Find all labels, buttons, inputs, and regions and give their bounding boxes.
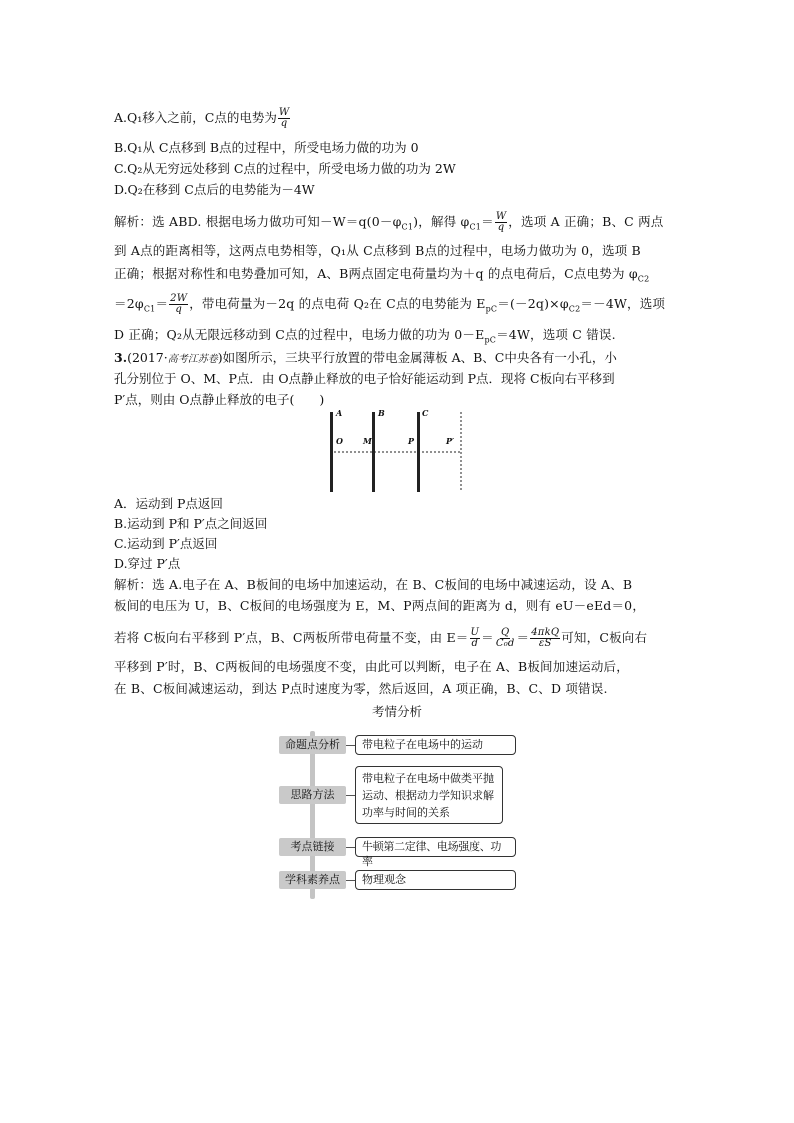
analysis-label-1: 命题点分析 bbox=[279, 736, 346, 754]
connector bbox=[346, 880, 355, 881]
solution-line-2: 到 A点的距离相等，这两点电势相等，Q₁从 C点移到 B点的过程中，电场力做功为 0，选项 B bbox=[114, 243, 641, 258]
label-c: C bbox=[422, 408, 429, 418]
option-d: D.Q₂在移到 C点后的电势能为－4W bbox=[114, 182, 315, 197]
solution-line-3: 正确；根据对称性和电势叠加可知，A、B两点固定电荷量均为＋q 的点电荷后，C点电势为 $\varphi_{C2}$ bbox=[114, 266, 650, 284]
connector bbox=[346, 745, 355, 746]
label-p-prime: P′ bbox=[446, 436, 455, 446]
option-a: A.Q₁移入之前，C点的电势为 $\frac{W}{q}$ bbox=[114, 107, 290, 129]
q3-solution-line-1: 解析：选 A.电子在 A、B板间的电场中加速运动，在 B、C板间的电场中减速运动，设 A、B bbox=[114, 577, 633, 592]
question-3-line-1: 3.(2017·高考江苏卷)如图所示，三块平行放置的带电金属薄板 A、B、C中央各有一小孔，小 bbox=[114, 350, 617, 365]
q3-solution-line-4: 平移到 P′时，B、C两板间的电场强度不变，由此可以判断，电子在 A、B板间加速运动后， bbox=[114, 659, 629, 674]
label-p: P bbox=[408, 436, 415, 446]
option-c: C.Q₂从无穷远处移到 C点的过程中，所受电场力做的功为 2W bbox=[114, 161, 456, 176]
analysis-label-2: 思路方法 bbox=[279, 786, 346, 804]
connector bbox=[346, 795, 355, 796]
label-m: M bbox=[363, 436, 372, 446]
analysis-label-4: 学科素养点 bbox=[279, 871, 346, 889]
analysis-content-1: 带电粒子在电场中的运动 bbox=[355, 735, 516, 755]
q3-solution-line-3: 若将 C板向右平移到 P′点，B、C两板所带电荷量不变，由 E＝ $\frac{U}{d}$ ＝ $\frac{Q}{\text{C₀d}}$ ＝ $\frac{\text{4πkQ}}{\varepsilon S}$ 可知，C板向右 bbox=[114, 627, 648, 649]
analysis-label-3: 考点链接 bbox=[279, 838, 346, 856]
label-b: B bbox=[378, 408, 385, 418]
label-o: O bbox=[336, 436, 343, 446]
q3-solution-line-2: 板间的电压为 U，B、C板间的电场强度为 E，M、P两点间的距离为 d，则有 eU－eEd＝0， bbox=[114, 598, 646, 613]
analysis-title: 考情分析 bbox=[371, 704, 422, 719]
q3-solution-line-5: 在 B、C板间减速运动，到达 P点时速度为零，然后返回，A 项正确，B、C、D 项错误. bbox=[114, 681, 608, 696]
analysis-content-2: 带电粒子在电场中做类平抛运动、根据动力学知识求解功率与时间的关系 bbox=[355, 766, 503, 824]
plates-diagram bbox=[320, 404, 480, 496]
q3-option-a: A．运动到 P点返回 bbox=[114, 496, 223, 511]
solution-line-1: 解析：选 ABD. 根据电场力做功可知$-W=q(0-\varphi_{C1})$，解得 $\varphi_{C1}=$ $\frac{W}{q}$ ，选项 A 正确；B、C 两点 bbox=[114, 211, 664, 233]
label-a: A bbox=[336, 408, 343, 418]
solution-line-4: $=2\varphi_{C1}=$ $\frac{2W}{q}$ ，带电荷量为－2q 的点电荷 Q₂在 C点的电势能为 $E_{pC}=(-2q)\times\varphi_{C2}=-4W$，选项 bbox=[114, 293, 666, 315]
connector bbox=[346, 847, 355, 848]
q3-option-c: C.运动到 P′点返回 bbox=[114, 536, 218, 551]
question-3-line-2: 孔分别位于 O、M、P点．由 O点静止释放的电子恰好能运动到 P点．现将 C板向右平移到 bbox=[114, 371, 615, 386]
analysis-content-3: 牛顿第二定律、电场强度、功率 bbox=[355, 837, 516, 857]
analysis-content-4: 物理观念 bbox=[355, 870, 516, 890]
question-3-line-3: P′点，则由 O点静止释放的电子( ) bbox=[114, 392, 325, 407]
q3-option-d: D.穿过 P′点 bbox=[114, 556, 181, 571]
q3-option-b: B.运动到 P和 P′点之间返回 bbox=[114, 516, 268, 531]
option-b: B.Q₁从 C点移到 B点的过程中，所受电场力做的功为 0 bbox=[114, 140, 419, 155]
solution-line-5: D 正确；Q₂从无限远移动到 C点的过程中，电场力做的功为 $0-E_{pC}=4W$，选项 C 错误. bbox=[114, 327, 616, 345]
